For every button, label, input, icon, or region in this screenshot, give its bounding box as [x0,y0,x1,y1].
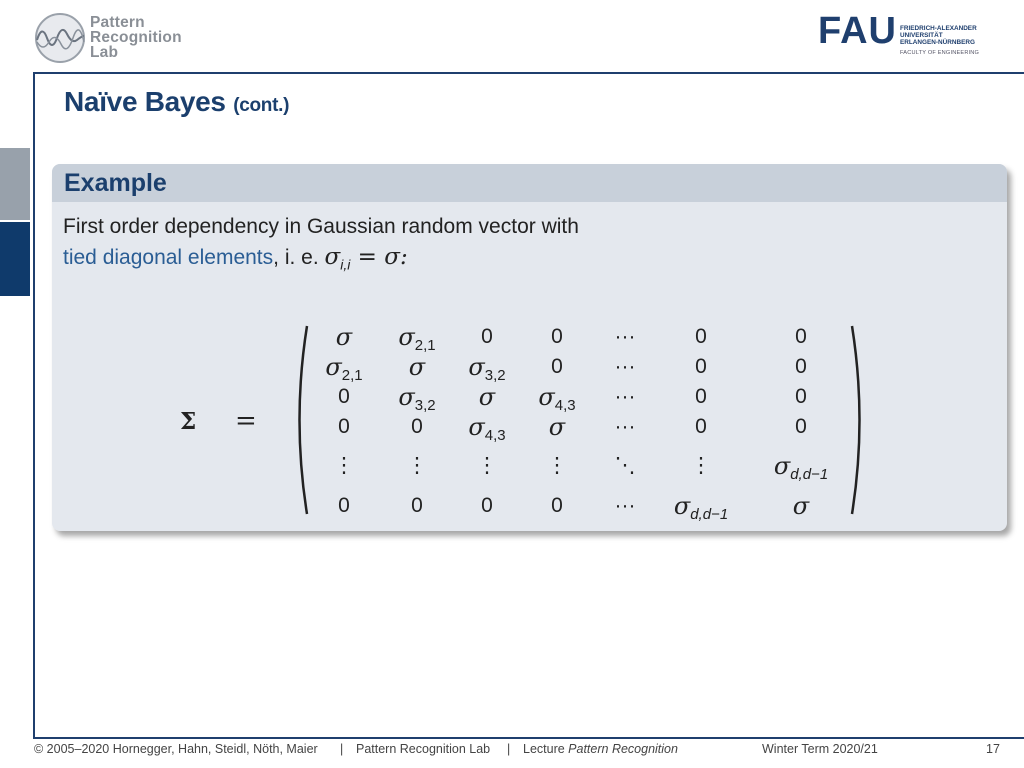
matrix-cell: $\sigma_{d,d-1}$ [673,492,729,524]
footer-copyright: © 2005–2020 Hornegger, Hahn, Steidl, Nöth, Maier [34,742,318,756]
lab-name-line-2: Recognition [90,29,182,46]
example-line-1: First order dependency in Gaussian random vector with [63,215,579,238]
matrix-cell: 0 [338,385,350,408]
matrix-cell: 0 [795,355,807,378]
matrix-cell: 0 [695,325,707,348]
matrix-cell: 0 [795,415,807,438]
matrix-cell: 0 [795,325,807,348]
matrix-cell: ⋮ [333,454,355,477]
lab-name-line-1: Pattern [90,14,145,31]
fau-university-name [900,25,977,46]
matrix-cell: $\sigma_{d,d-1}$ [773,452,829,484]
page-number: 17 [986,742,1000,756]
matrix-cell: $\sigma_{2,1}$ [325,353,363,385]
matrix-cell: 0 [551,355,563,378]
equals-sign: = [235,406,257,436]
lab-name-line-3: Lab [90,44,119,61]
footer-lecture-name: Pattern Recognition [568,742,678,756]
fau-name-line-3: ERLANGEN-NÜRNBERG [900,39,975,46]
matrix-cell: 0 [795,385,807,408]
matrix-cell: $\sigma_{3,2}$ [398,383,436,415]
example-block [52,164,1007,531]
matrix-cell: $\sigma_{3,2}$ [468,353,506,385]
footer-lecture [523,742,678,756]
left-rule [33,72,35,738]
sigma-subscript: i,i [340,256,351,273]
footer-separator: | [507,742,511,756]
footer-term: Winter Term 2020/21 [762,742,878,756]
fau-wordmark: FAU [818,10,897,52]
matrix-cell: σ [548,413,566,441]
footer-rule [33,737,1024,739]
matrix-cell: 0 [695,415,707,438]
matrix-cell: 0 [695,385,707,408]
fau-faculty: FACULTY OF ENGINEERING [900,50,980,56]
matrix-cell: 0 [411,494,423,517]
matrix-cell: ⋮ [406,454,428,477]
matrix-cell: 0 [338,494,350,517]
slide-title-text: Naïve Bayes [64,86,226,117]
footer-lecture-prefix: Lecture [523,742,569,756]
matrix-cell: ··· [614,355,636,378]
matrix-cell: $\sigma_{4,3}$ [538,383,576,415]
tied-diagonal-link: tied diagonal elements [63,246,274,269]
matrix-cell: σ [478,383,496,411]
matrix-cell: ⋱ [614,454,636,477]
sigma-symbol: σ [324,244,341,270]
matrix-cell: $\sigma_{2,1}$ [398,323,436,355]
example-line-2-text: , i. e. [273,246,325,269]
fau-logo [818,12,998,62]
matrix-cell: ··· [614,415,636,438]
side-progress-tab-active [0,222,30,296]
fau-name-line-1: FRIEDRICH-ALEXANDER [900,25,977,32]
matrix-cell: σ [408,353,426,381]
matrix-cell: ⋮ [690,454,712,477]
matrix-cell: $\sigma_{4,3}$ [468,413,506,445]
covariance-symbol: Σ [180,408,197,435]
pattern-recognition-lab-logo [34,12,86,64]
footer-separator: | [340,742,344,756]
matrix-cell: 0 [338,415,350,438]
matrix-cell: 0 [481,494,493,517]
matrix-cell: ··· [614,494,636,517]
right-parenthesis [849,324,869,516]
matrix-cell: ··· [614,385,636,408]
side-progress-tab [0,148,30,220]
matrix-cell: ··· [614,325,636,348]
matrix-cell: 0 [481,325,493,348]
matrix-cell: 0 [551,494,563,517]
lab-name [90,15,182,60]
matrix-cell: σ [792,492,810,520]
slide-title [64,86,289,118]
header-rule [33,72,1024,74]
example-block-title: Example [64,169,167,197]
fau-name-line-2: UNIVERSITÄT [900,32,943,39]
matrix-cell: 0 [695,355,707,378]
matrix-cell: 0 [411,415,423,438]
slide-title-suffix: (cont.) [233,95,290,116]
equals-sigma: = σ: [350,244,408,270]
covariance-matrix-equation [52,164,1007,531]
footer-lab: Pattern Recognition Lab [356,742,491,756]
matrix-cell: σ [335,323,353,351]
matrix-cell: 0 [551,325,563,348]
matrix-cell: ⋮ [546,454,568,477]
matrix-cell: ⋮ [476,454,498,477]
